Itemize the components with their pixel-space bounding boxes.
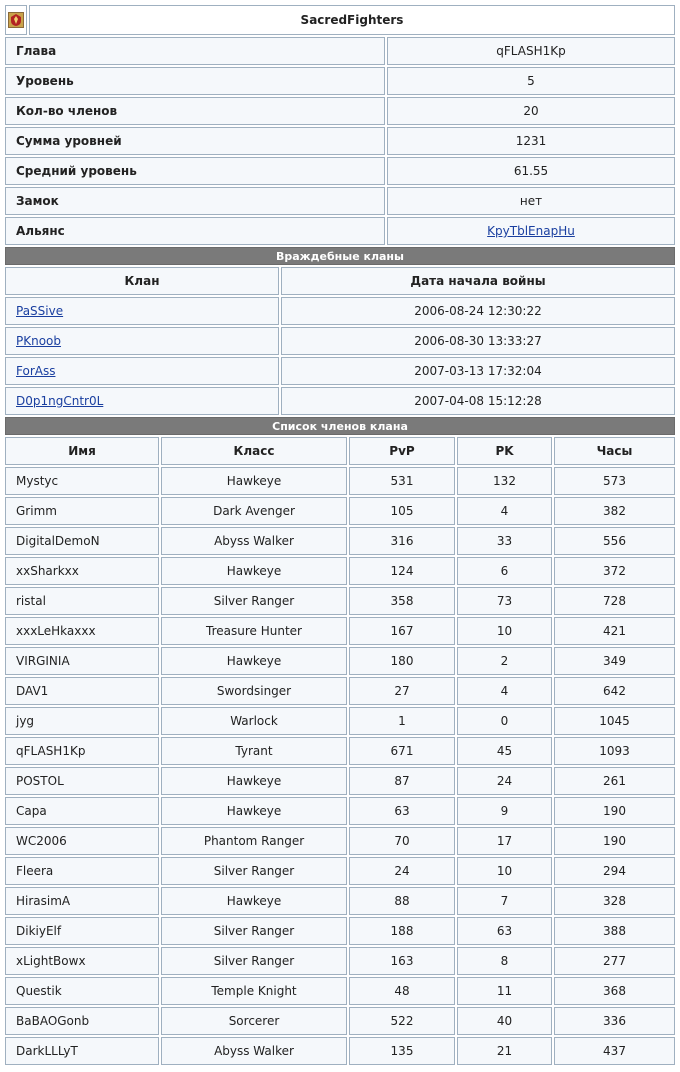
table-row [5, 617, 675, 645]
table-row [5, 467, 675, 495]
member-name: BaBAOGonb [5, 1007, 159, 1035]
member-pvp: 180 [349, 647, 455, 675]
info-row [5, 187, 675, 215]
member-name: POSTOL [5, 767, 159, 795]
info-row [5, 97, 675, 125]
column-header-pk: PK [457, 437, 552, 465]
info-value: 20 [387, 97, 675, 125]
member-class: Abyss Walker [161, 1037, 347, 1065]
member-pvp: 1 [349, 707, 455, 735]
member-pk: 4 [457, 677, 552, 705]
member-pvp: 87 [349, 767, 455, 795]
info-value [387, 217, 675, 245]
table-row [5, 947, 675, 975]
clan-crest-icon [8, 12, 24, 28]
member-pk: 6 [457, 557, 552, 585]
member-pvp: 88 [349, 887, 455, 915]
clan-info-table [3, 35, 677, 247]
member-hours: 1045 [554, 707, 675, 735]
member-class: Temple Knight [161, 977, 347, 1005]
info-value: 61.55 [387, 157, 675, 185]
member-class: Silver Ranger [161, 917, 347, 945]
member-hours: 437 [554, 1037, 675, 1065]
member-pvp: 671 [349, 737, 455, 765]
member-pvp: 358 [349, 587, 455, 615]
member-pk: 10 [457, 617, 552, 645]
info-value: 5 [387, 67, 675, 95]
table-row [5, 587, 675, 615]
enemy-clans-section-title: Враждебные кланы [5, 247, 675, 265]
table-row [5, 557, 675, 585]
info-row [5, 37, 675, 65]
member-class: Phantom Ranger [161, 827, 347, 855]
clan-name: SacredFighters [29, 5, 675, 35]
table-row [5, 887, 675, 915]
info-label: Уровень [5, 67, 385, 95]
war-start-date: 2007-03-13 17:32:04 [281, 357, 675, 385]
member-name: Grimm [5, 497, 159, 525]
member-pk: 45 [457, 737, 552, 765]
enemy-clan-cell [5, 327, 279, 355]
info-value: qFLASH1Kp [387, 37, 675, 65]
member-class: Hawkeye [161, 647, 347, 675]
enemy-clan-cell [5, 387, 279, 415]
member-pvp: 163 [349, 947, 455, 975]
member-hours: 368 [554, 977, 675, 1005]
table-row [5, 387, 675, 415]
member-hours: 294 [554, 857, 675, 885]
info-row [5, 67, 675, 95]
member-pk: 0 [457, 707, 552, 735]
table-row [5, 1007, 675, 1035]
table-row [5, 497, 675, 525]
member-name: HirasimA [5, 887, 159, 915]
member-pk: 17 [457, 827, 552, 855]
member-pvp: 105 [349, 497, 455, 525]
member-class: Silver Ranger [161, 947, 347, 975]
member-hours: 336 [554, 1007, 675, 1035]
info-label: Сумма уровней [5, 127, 385, 155]
member-name: xLightBowx [5, 947, 159, 975]
column-header-clan: Клан [5, 267, 279, 295]
member-pk: 7 [457, 887, 552, 915]
alliance-link[interactable]: KpyTblEnapHu [487, 224, 575, 238]
member-class: Hawkeye [161, 767, 347, 795]
member-class: Sorcerer [161, 1007, 347, 1035]
table-row [5, 707, 675, 735]
info-row [5, 217, 675, 245]
table-row [5, 827, 675, 855]
column-header-hours: Часы [554, 437, 675, 465]
table-row [5, 1037, 675, 1065]
member-name: DigitalDemoN [5, 527, 159, 555]
info-value: 1231 [387, 127, 675, 155]
member-pk: 10 [457, 857, 552, 885]
enemy-clan-link[interactable]: PaSSive [16, 304, 64, 318]
member-hours: 556 [554, 527, 675, 555]
member-hours: 349 [554, 647, 675, 675]
member-pk: 9 [457, 797, 552, 825]
column-header-name: Имя [5, 437, 159, 465]
member-pk: 132 [457, 467, 552, 495]
info-row [5, 157, 675, 185]
table-row [5, 767, 675, 795]
member-class: Hawkeye [161, 557, 347, 585]
info-label: Глава [5, 37, 385, 65]
table-row [5, 357, 675, 385]
table-row [5, 527, 675, 555]
member-name: DarkLLLyT [5, 1037, 159, 1065]
clan-page [3, 3, 677, 1067]
enemy-clan-link[interactable]: PKnoob [16, 334, 62, 348]
member-pvp: 70 [349, 827, 455, 855]
member-class: Warlock [161, 707, 347, 735]
column-header-pvp: PvP [349, 437, 455, 465]
member-name: Mystyc [5, 467, 159, 495]
member-class: Hawkeye [161, 887, 347, 915]
member-class: Silver Ranger [161, 587, 347, 615]
member-hours: 388 [554, 917, 675, 945]
table-row [5, 917, 675, 945]
member-pk: 8 [457, 947, 552, 975]
member-pvp: 27 [349, 677, 455, 705]
war-start-date: 2007-04-08 15:12:28 [281, 387, 675, 415]
member-pk: 24 [457, 767, 552, 795]
member-hours: 328 [554, 887, 675, 915]
member-hours: 190 [554, 797, 675, 825]
member-hours: 1093 [554, 737, 675, 765]
member-pk: 63 [457, 917, 552, 945]
member-name: VIRGINIA [5, 647, 159, 675]
member-class: Silver Ranger [161, 857, 347, 885]
member-class: Abyss Walker [161, 527, 347, 555]
enemy-clans-table [3, 245, 677, 417]
member-hours: 642 [554, 677, 675, 705]
member-pvp: 124 [349, 557, 455, 585]
member-hours: 261 [554, 767, 675, 795]
member-hours: 277 [554, 947, 675, 975]
column-header-war-start: Дата начала войны [281, 267, 675, 295]
member-name: Capa [5, 797, 159, 825]
member-name: DikiyElf [5, 917, 159, 945]
enemy-clan-link[interactable]: D0p1ngCntr0L [16, 394, 104, 408]
member-name: ristal [5, 587, 159, 615]
info-label: Средний уровень [5, 157, 385, 185]
member-pvp: 316 [349, 527, 455, 555]
member-pvp: 188 [349, 917, 455, 945]
war-start-date: 2006-08-30 13:33:27 [281, 327, 675, 355]
member-name: DAV1 [5, 677, 159, 705]
enemy-clan-cell [5, 357, 279, 385]
clan-members-table [3, 415, 677, 1067]
table-row [5, 297, 675, 325]
info-value: нет [387, 187, 675, 215]
info-label: Замок [5, 187, 385, 215]
clan-title-table [3, 3, 677, 37]
member-hours: 573 [554, 467, 675, 495]
info-label: Кол-во членов [5, 97, 385, 125]
member-pk: 4 [457, 497, 552, 525]
info-row [5, 127, 675, 155]
table-row [5, 677, 675, 705]
member-pvp: 522 [349, 1007, 455, 1035]
member-pvp: 48 [349, 977, 455, 1005]
member-pvp: 167 [349, 617, 455, 645]
member-pvp: 63 [349, 797, 455, 825]
member-name: xxxLeHkaxxx [5, 617, 159, 645]
enemy-clan-cell [5, 297, 279, 325]
member-hours: 728 [554, 587, 675, 615]
member-class: Treasure Hunter [161, 617, 347, 645]
member-name: WC2006 [5, 827, 159, 855]
member-name: Questik [5, 977, 159, 1005]
table-row [5, 977, 675, 1005]
member-pk: 33 [457, 527, 552, 555]
member-name: qFLASH1Kp [5, 737, 159, 765]
table-row [5, 647, 675, 675]
member-pk: 2 [457, 647, 552, 675]
column-header-class: Класс [161, 437, 347, 465]
info-label: Альянс [5, 217, 385, 245]
clan-emblem [5, 5, 27, 35]
member-name: xxSharkxx [5, 557, 159, 585]
member-class: Swordsinger [161, 677, 347, 705]
member-class: Hawkeye [161, 797, 347, 825]
member-pk: 73 [457, 587, 552, 615]
member-hours: 190 [554, 827, 675, 855]
table-row [5, 857, 675, 885]
member-class: Hawkeye [161, 467, 347, 495]
member-pvp: 24 [349, 857, 455, 885]
enemy-clan-link[interactable]: ForAss [16, 364, 56, 378]
member-hours: 421 [554, 617, 675, 645]
table-row [5, 797, 675, 825]
member-class: Tyrant [161, 737, 347, 765]
member-hours: 382 [554, 497, 675, 525]
table-row [5, 737, 675, 765]
member-pk: 21 [457, 1037, 552, 1065]
member-pk: 40 [457, 1007, 552, 1035]
member-pk: 11 [457, 977, 552, 1005]
war-start-date: 2006-08-24 12:30:22 [281, 297, 675, 325]
table-row [5, 327, 675, 355]
member-pvp: 531 [349, 467, 455, 495]
member-class: Dark Avenger [161, 497, 347, 525]
member-pvp: 135 [349, 1037, 455, 1065]
member-hours: 372 [554, 557, 675, 585]
members-section-title: Список членов клана [5, 417, 675, 435]
member-name: Fleera [5, 857, 159, 885]
member-name: jyg [5, 707, 159, 735]
